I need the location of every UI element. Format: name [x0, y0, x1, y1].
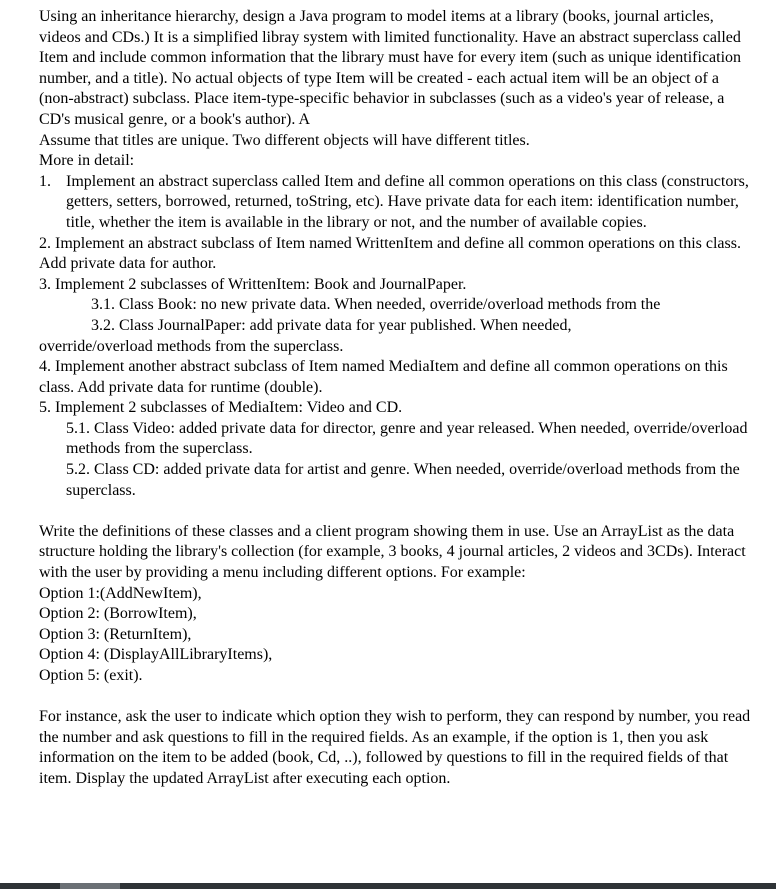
- option-line: Option 5: (exit).: [39, 667, 143, 684]
- option-line: Option 4: (DisplayAllLibraryItems),: [39, 646, 273, 664]
- document-body: [39, 7, 751, 790]
- step-1-number: 1.: [39, 172, 51, 190]
- assumption-line: Assume that titles are unique. Two different objects will have different titles.: [39, 131, 530, 149]
- step-4: 4. Implement another abstract subclass of Item named MediaItem and define all common operations on this class. Add private data for runtime (double).: [39, 358, 728, 396]
- client-paragraph: Write the definitions of these classes and a client program showing them in use. Use an ArrayList as the data structure holding the library's collection (for example, 3 books, 4 journal articles, 2 videos and 3CDs). Interact with the user by providing a menu including different options. For example:: [39, 522, 746, 582]
- scrollbar-thumb[interactable]: [60, 883, 120, 889]
- more-detail-line: More in detail:: [39, 152, 135, 170]
- step-5-1: 5.1. Class Video: added private data for director, genre and year released. When needed, override/overload methods from the superclass.: [66, 419, 748, 458]
- spacer: [39, 687, 751, 708]
- step-1: [39, 172, 751, 234]
- option-line: Option 3: (ReturnItem),: [39, 625, 192, 643]
- step-1-text: Implement an abstract superclass called Item and define all common operations on this class (constructors, getters, setters, borrowed, returned, toString, etc). Have private data for each item: identification number, title, whether the item is available in the library or not, and the number of available copies.: [66, 172, 749, 231]
- step-3-2-continued: override/overload methods from the superclass.: [39, 337, 344, 355]
- step-5-2: 5.2. Class CD: added private data for artist and genre. When needed, override/overload methods from the superclass.: [66, 461, 740, 499]
- horizontal-scrollbar[interactable]: [0, 883, 776, 889]
- step-3-2: 3.2. Class JournalPaper: add private data for year published. When needed,: [91, 316, 572, 334]
- spacer: [39, 501, 751, 522]
- option-line: Option 2: (BorrowItem),: [39, 605, 197, 623]
- step-3-1: 3.1. Class Book: no new private data. When needed, override/overload methods from the: [91, 296, 661, 314]
- option-line: Option 1:(AddNewItem),: [39, 584, 202, 602]
- step-2: 2. Implement an abstract subclass of Item named WrittenItem and define all common operations on this class. Add private data for author.: [39, 234, 741, 273]
- step-3: 3. Implement 2 subclasses of WrittenItem: Book and JournalPaper.: [39, 275, 467, 293]
- instance-paragraph: For instance, ask the user to indicate which option they wish to perform, they can respond by number, you read the number and ask questions to fill in the required fields. As an example, if the option is 1, then you ask information on the item to be added (book, Cd, ..), followed by questions to fill in the required fields of that item. Display the updated ArrayList after executing each option.: [39, 708, 751, 787]
- step-5: 5. Implement 2 subclasses of MediaItem: Video and CD.: [39, 399, 403, 417]
- intro-paragraph: Using an inheritance hierarchy, design a Java program to model items at a library (books, journal articles, videos and CDs.) It is a simplified libray system with limited functionality. Have an abstract superclass called Item and include common information that the library must have for every item (such as unique identification number, and a title). No actual objects of type Item will be created - each actual item will be an object of a (non-abstract) subclass. Place item-type-specific behavior in subclasses (such as a video's year of release, a CD's musical genre, or a book's author). A: [39, 8, 742, 128]
